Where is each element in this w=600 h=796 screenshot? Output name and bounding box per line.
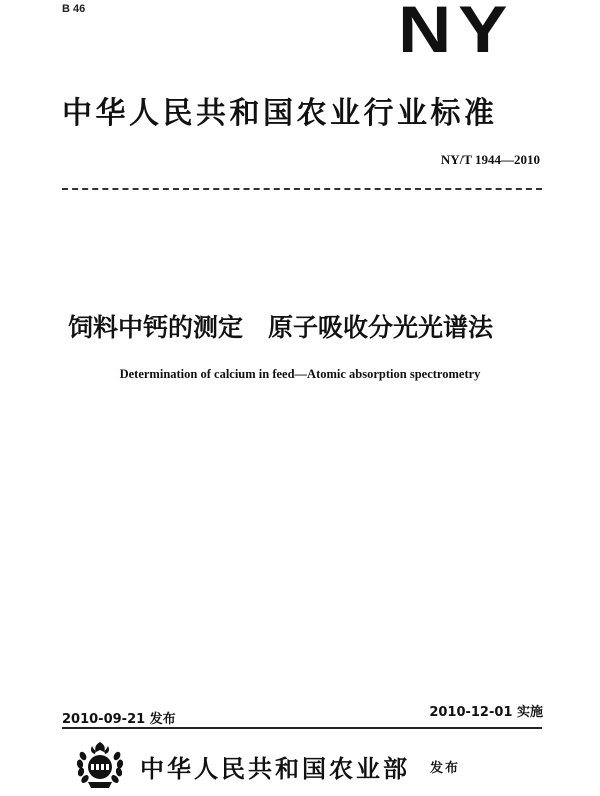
standard-number: NY/T 1944—2010 (440, 152, 540, 167)
ny-logo: NY (398, 0, 515, 66)
title-english: Determination of calcium in feed—Atomic absorption spectrometry (119, 367, 481, 381)
ccs-code: B 46 (62, 3, 86, 15)
title-chinese: 饲料中钙的测定 原子吸收分光光谱法 (68, 313, 494, 342)
publish-label: 发布 (430, 761, 461, 776)
issue-date: 2010-09-21 发布 (62, 712, 176, 727)
publisher-name: 中华人民共和国农业部 (140, 755, 410, 783)
header-divider (62, 188, 542, 190)
standard-category: 中华人民共和国农业行业标准 (62, 96, 498, 131)
implementation-date: 2010-12-01 实施 (429, 705, 543, 720)
footer-divider (62, 727, 542, 729)
ministry-emblem-icon (74, 738, 126, 790)
header-cut-text (72, 0, 112, 2)
